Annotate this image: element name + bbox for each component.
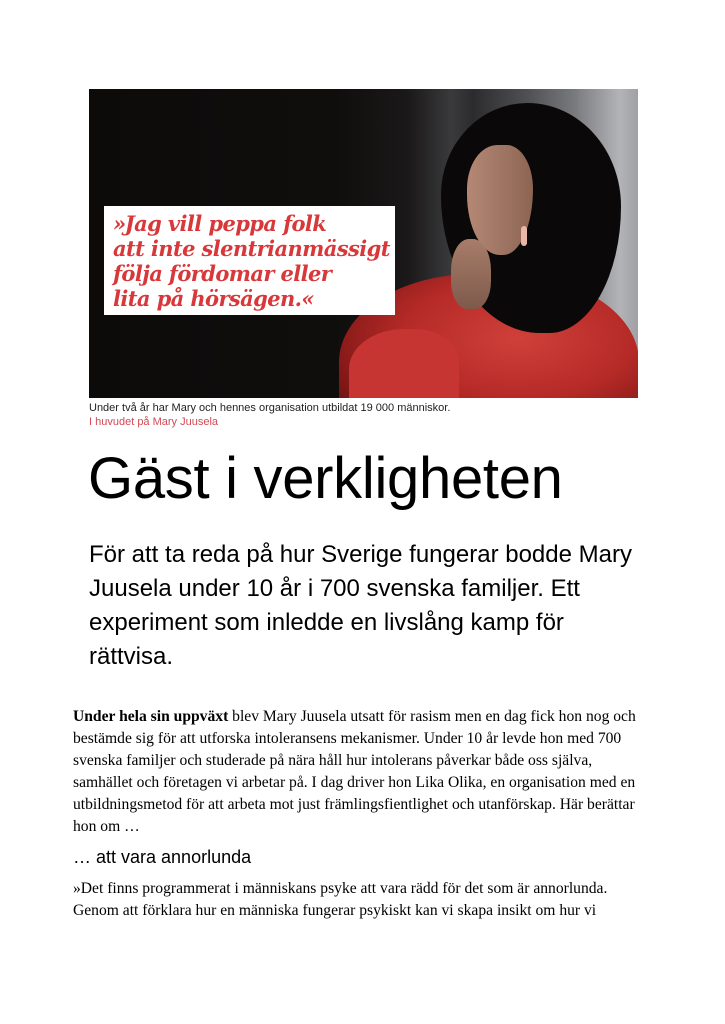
article-subheading: … att vara annorlunda (73, 847, 252, 867)
hand (451, 239, 491, 309)
pull-quote-line: lita på hörsägen.« (113, 286, 314, 311)
earring (521, 226, 527, 246)
section-byline: I huvudet på Mary Juusela (89, 416, 219, 428)
article-lead: För att ta reda på hur Sverige fungerar bodde Mary Juusela under 10 år i 700 svenska familjer. Ett experiment som inledde en livslång kamp för rättvisa. (89, 541, 632, 670)
photo-caption: Under två år har Mary och hennes organisation utbildat 19 000 människor. (89, 402, 451, 414)
sleeve (349, 329, 459, 398)
pull-quote-box (104, 206, 395, 315)
hero-photo (89, 89, 638, 398)
intro-text: blev Mary Juusela utsatt för rasism men en dag fick hon nog och bestämde sig för att utforska intoleransens mekanismer. Under 10 år levde hon med 700 svenska familjer och studerade på nära håll hur intolerans påverkar både oss själva, samhället och företagen vi arbetar på. I dag driver hon Lika Olika, en organisation med en utbildningsmetod för att arbeta mot just främlingsfientlighet och utanförskap. Här berättar hon om … (73, 708, 636, 835)
pull-quote-line: »Jag vill peppa folk (113, 211, 327, 236)
pull-quote-line: följa fördomar eller (113, 261, 332, 286)
article-title: Gäst i verkligheten (88, 446, 563, 511)
pull-quote-line: att inte slentrianmässigt (113, 236, 390, 261)
intro-bold-lead: Under hela sin uppväxt (73, 708, 229, 725)
article-intro (73, 706, 653, 838)
article-paragraph: »Det finns programmerat i människans psyke att vara rädd för det som är annorlunda. Genom att förklara hur en människa fungerar psykiskt kan vi skapa insikt om hur vi (73, 880, 608, 919)
